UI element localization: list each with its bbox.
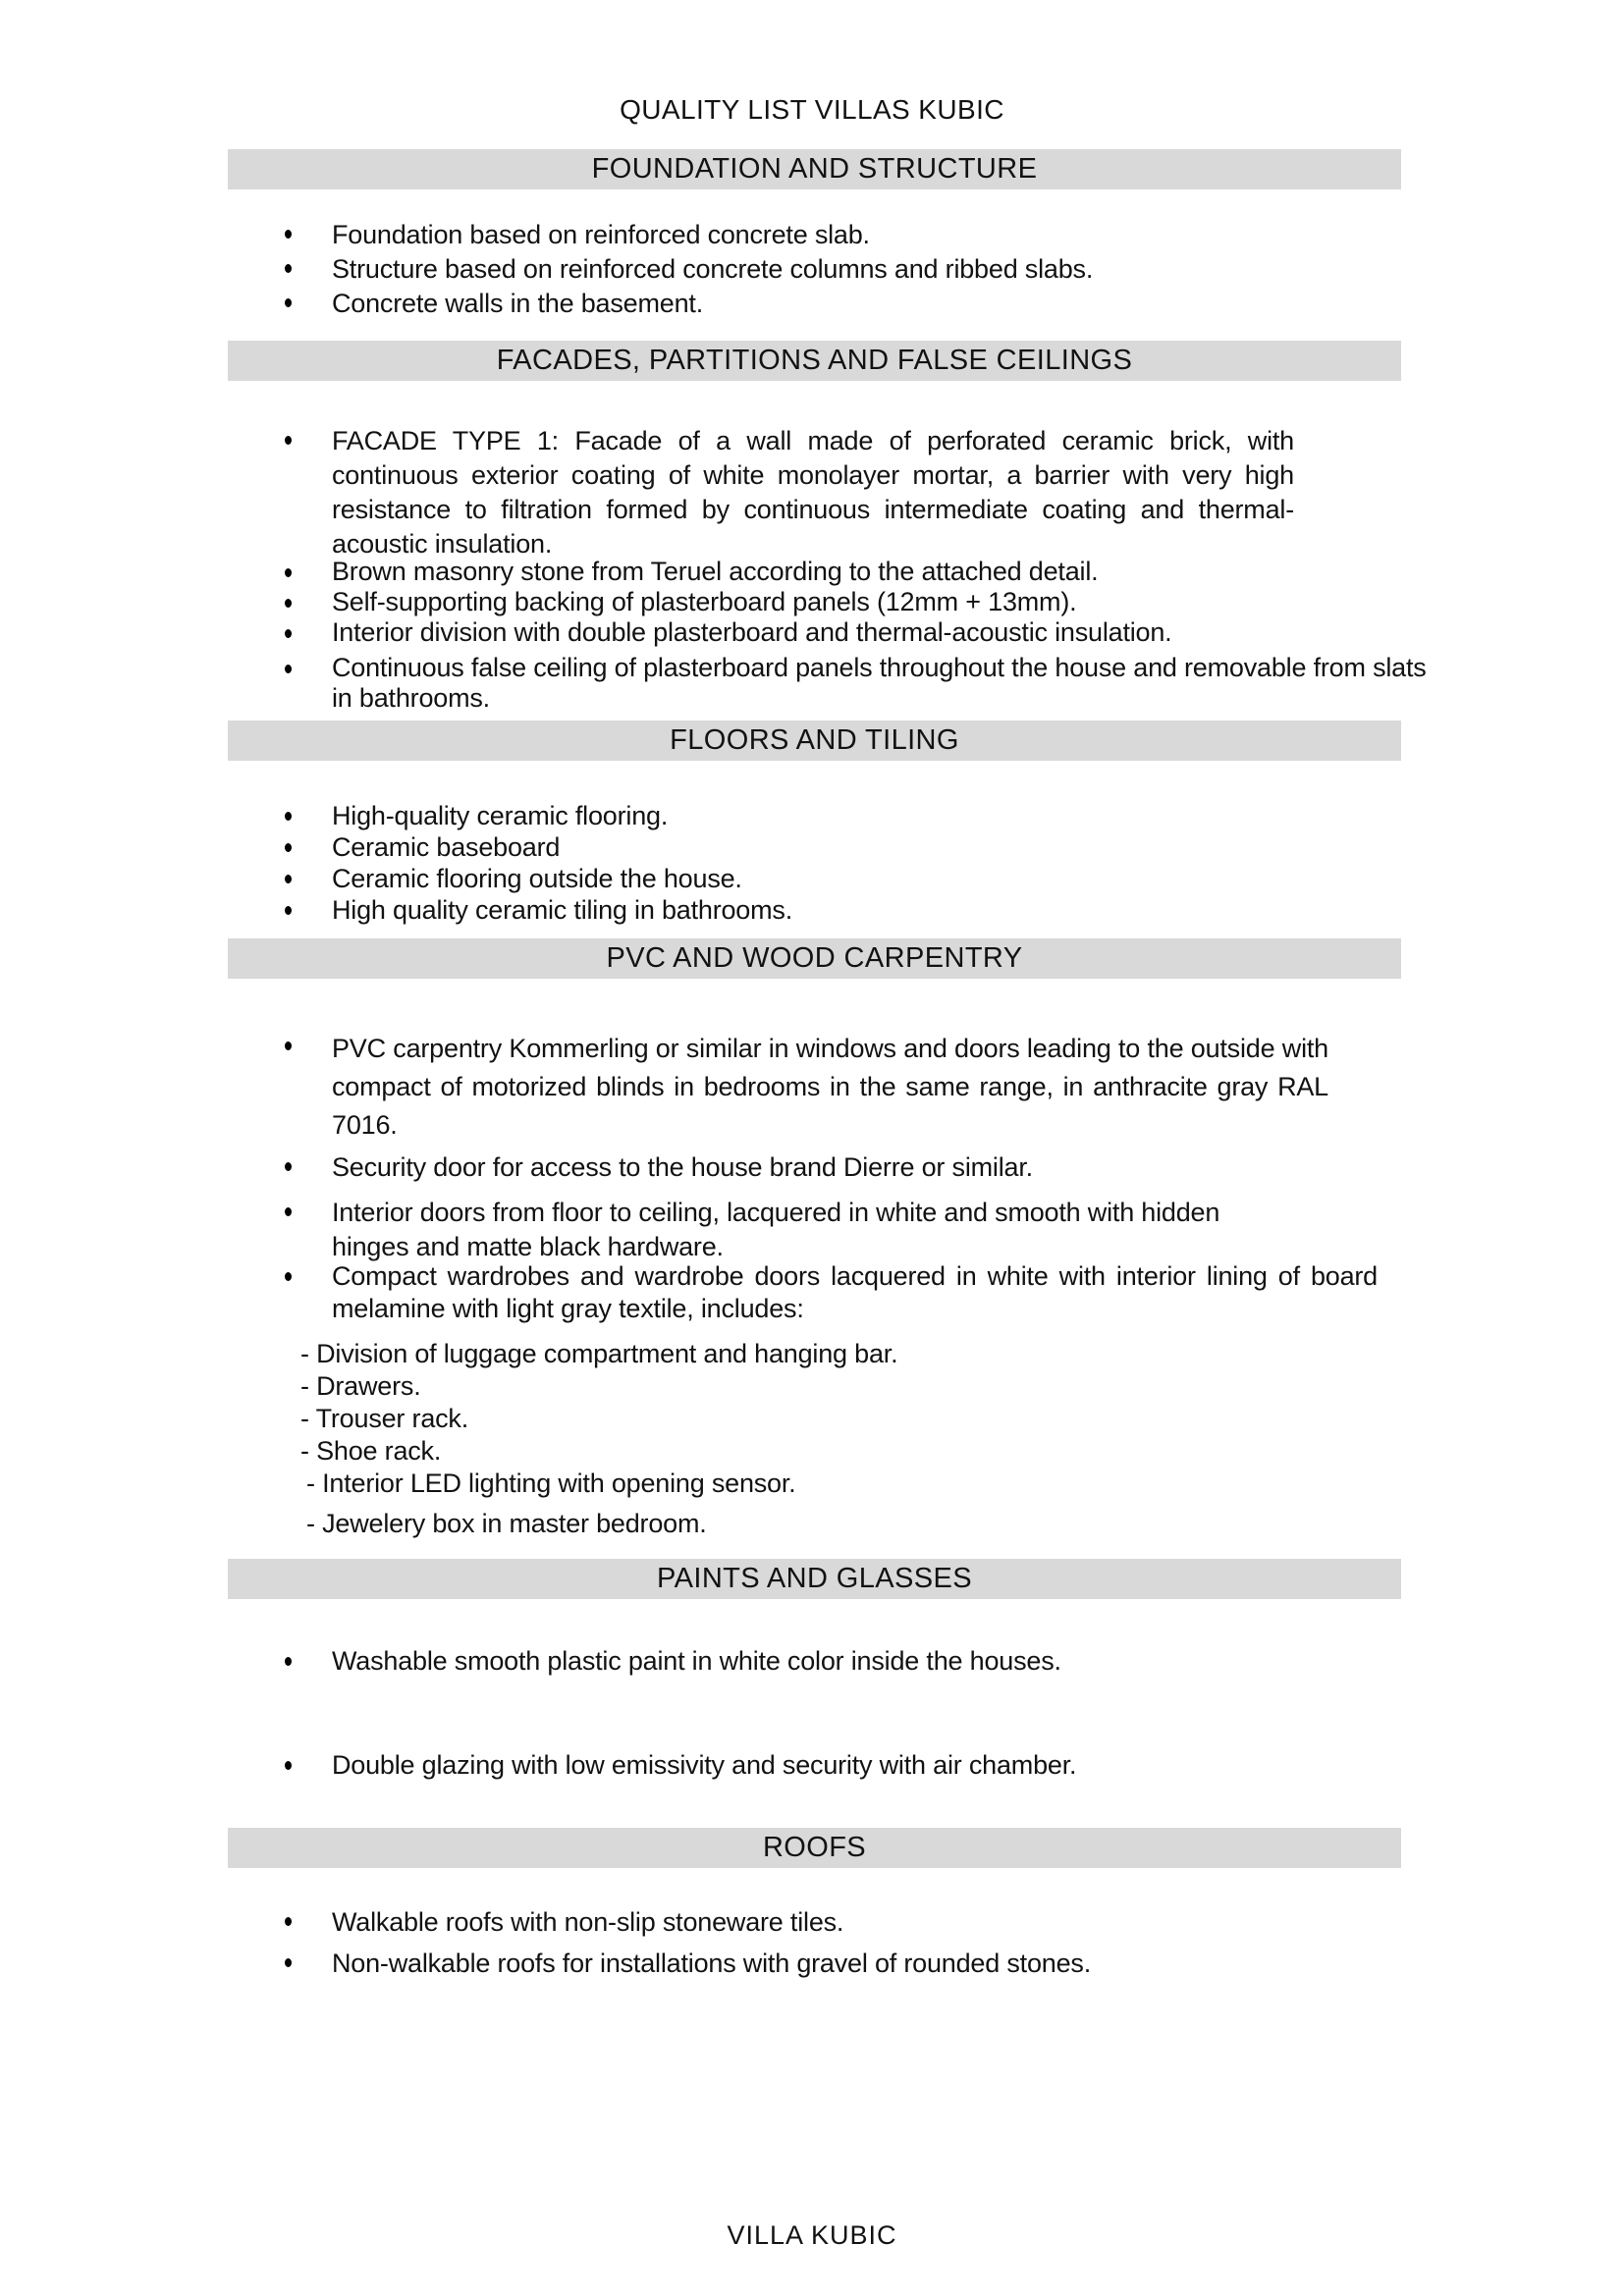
roofs-bullet-list bbox=[273, 1905, 1412, 1980]
bullet-item: Concrete walls in the basement. bbox=[273, 287, 1412, 321]
pvc-carpentry-paragraph bbox=[273, 1030, 1328, 1145]
section-header-paints-and-glasses: PAINTS AND GLASSES bbox=[228, 1559, 1401, 1599]
section-header-foundation-and-structure: FOUNDATION AND STRUCTURE bbox=[228, 149, 1401, 189]
facade-type-1-paragraph bbox=[273, 424, 1294, 561]
security-door-bullet bbox=[273, 1150, 1412, 1184]
bullet-item: Structure based on reinforced concrete columns and ribbed slabs. bbox=[273, 252, 1412, 287]
sub-list-item: - Division of luggage compartment and hanging bar. bbox=[300, 1339, 898, 1368]
floors-bullet-list bbox=[273, 800, 1255, 926]
bullet-item: Brown masonry stone from Teruel according to the attached detail. bbox=[273, 557, 1441, 587]
bullet-item: Security door for access to the house brand Dierre or similar. bbox=[273, 1150, 1412, 1184]
section-header-roofs: ROOFS bbox=[228, 1828, 1401, 1868]
bullet-item: FACADE TYPE 1: Facade of a wall made of perforated ceramic brick, with continuous exterior coating of white monolayer mortar, a barrier with very high resistance to filtration formed by continuous intermediate coating and thermal-acoustic insulation. bbox=[273, 424, 1294, 561]
double-glazing-bullet bbox=[273, 1749, 1083, 1782]
section-header-pvc-and-wood-carpentry: PVC AND WOOD CARPENTRY bbox=[228, 938, 1401, 979]
bullet-item: Interior doors from floor to ceiling, lacquered in white and smooth with hidden hinges and matte black hardware. bbox=[273, 1196, 1284, 1264]
bullet-item: Walkable roofs with non-slip stoneware tiles. bbox=[273, 1905, 1412, 1939]
foundation-bullet-list bbox=[273, 218, 1412, 321]
section-header-facades-partitions-and-false-ceilings: FACADES, PARTITIONS AND FALSE CEILINGS bbox=[228, 341, 1401, 381]
bullet-item: Double glazing with low emissivity and security with air chamber. bbox=[273, 1749, 1083, 1782]
compact-wardrobes-bullet bbox=[273, 1260, 1378, 1325]
interior-doors-bullet bbox=[273, 1196, 1284, 1264]
sub-list-item: - Shoe rack. bbox=[300, 1436, 442, 1466]
bullet-item: High-quality ceramic flooring. bbox=[273, 800, 1255, 831]
bullet-item: Non-walkable roofs for installations with gravel of rounded stones. bbox=[273, 1947, 1412, 1980]
bullet-item: Washable smooth plastic paint in white color inside the houses. bbox=[273, 1645, 1066, 1678]
bullet-item: Ceramic baseboard bbox=[273, 831, 1255, 863]
sub-list-item: - Trouser rack. bbox=[300, 1404, 469, 1433]
sub-list-item: - Interior LED lighting with opening sensor. bbox=[306, 1468, 796, 1498]
bullet-item: PVC carpentry Kommerling or similar in windows and doors leading to the outside with compact of motorized blinds in bedrooms in the same range, in anthracite gray RAL 7016. bbox=[273, 1030, 1328, 1145]
bullet-item: Foundation based on reinforced concrete slab. bbox=[273, 218, 1412, 252]
sub-list-item: - Drawers. bbox=[300, 1371, 421, 1401]
bullet-item: Compact wardrobes and wardrobe doors lacquered in white with interior lining of board melamine with light gray textile, includes: bbox=[273, 1260, 1378, 1325]
washable-paint-bullet bbox=[273, 1645, 1066, 1678]
bullet-item: Ceramic flooring outside the house. bbox=[273, 863, 1255, 894]
bullet-item: High quality ceramic tiling in bathrooms. bbox=[273, 894, 1255, 926]
bullet-item: Self-supporting backing of plasterboard panels (12mm + 13mm). bbox=[273, 587, 1441, 617]
bullet-item: Interior division with double plasterboard and thermal-acoustic insulation. bbox=[273, 617, 1441, 648]
wardrobe-sub-item-list bbox=[300, 1338, 1400, 1540]
document-title: QUALITY LIST VILLAS KUBIC bbox=[620, 94, 1004, 125]
document-footer: VILLA KUBIC bbox=[727, 2220, 897, 2250]
sub-list-item: - Jewelery box in master bedroom. bbox=[306, 1509, 707, 1538]
section-header-floors-and-tiling: FLOORS AND TILING bbox=[228, 721, 1401, 761]
facades-bullet-list bbox=[273, 557, 1441, 714]
bullet-item: Continuous false ceiling of plasterboard panels throughout the house and removable from slats in bathrooms. bbox=[273, 653, 1441, 714]
